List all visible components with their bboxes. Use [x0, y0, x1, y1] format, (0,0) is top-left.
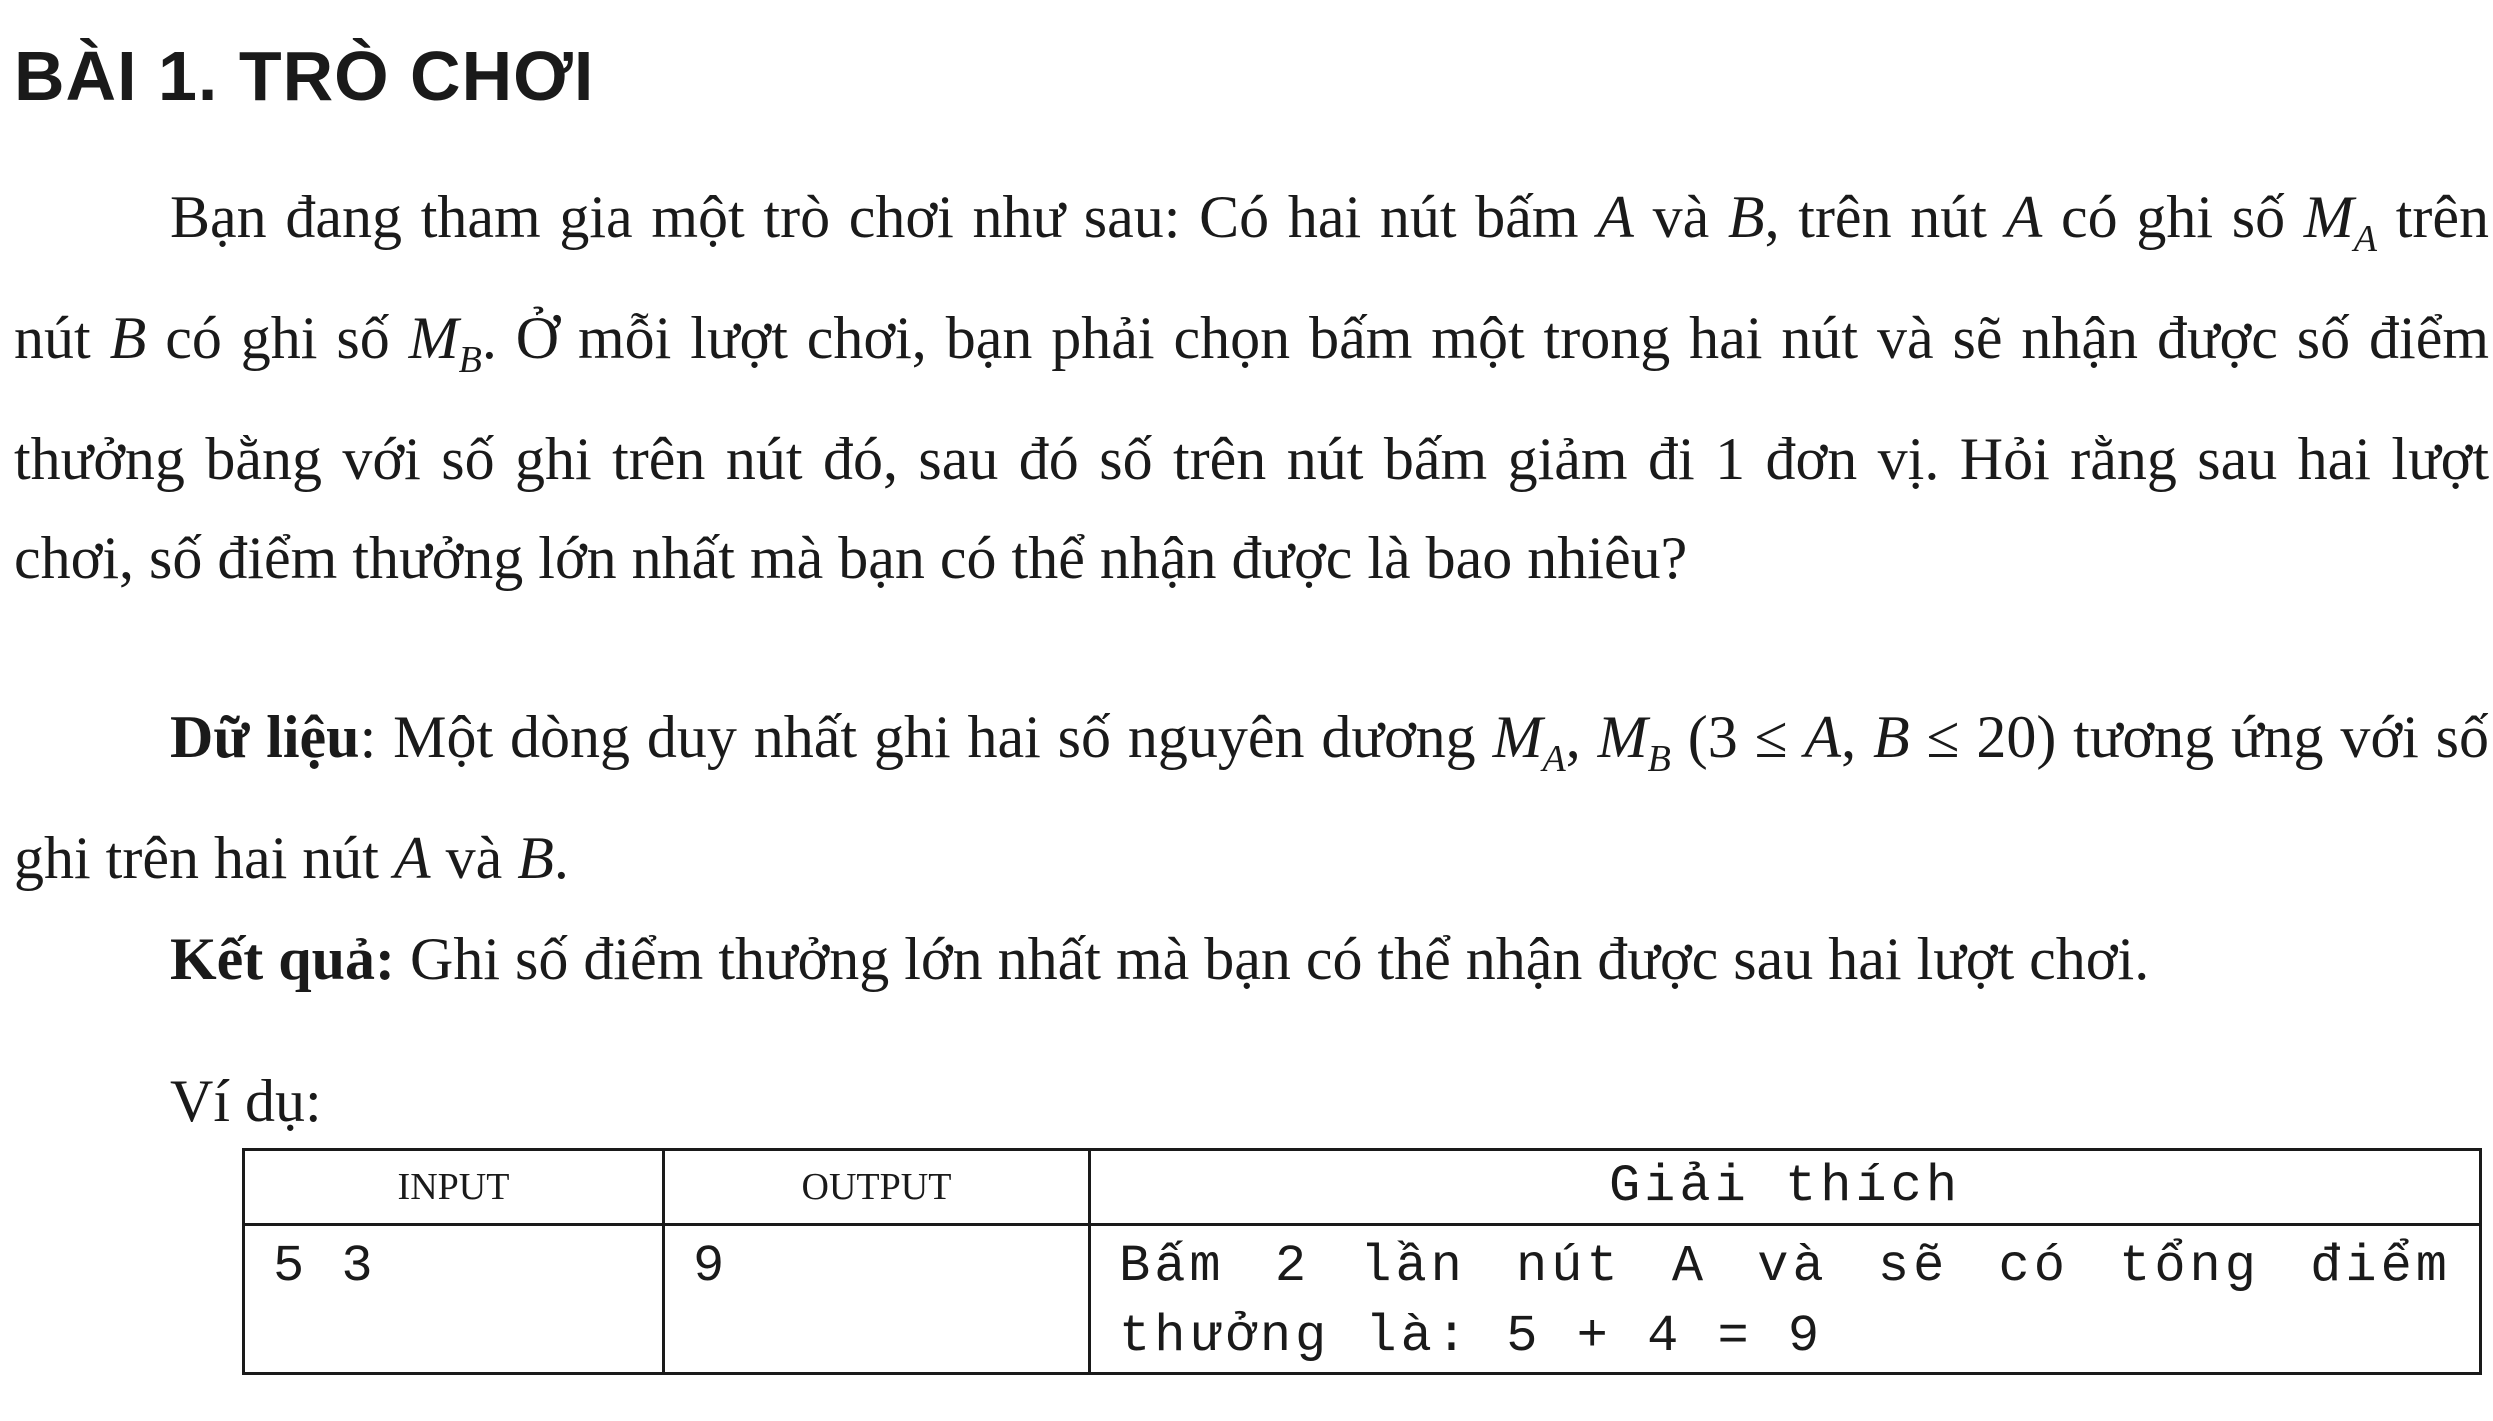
cell-input: 5 3	[244, 1225, 664, 1374]
m-symbol: M	[1492, 704, 1543, 770]
input-text: và	[430, 825, 518, 891]
subscript-a: A	[1542, 738, 1566, 780]
output-label: Kết quả:	[170, 926, 395, 992]
m-symbol: M	[1597, 704, 1648, 770]
button-a-symbol: A	[1804, 704, 1842, 770]
button-b-symbol: B	[1727, 184, 1765, 250]
statement-text: có ghi số	[2042, 184, 2304, 250]
example-table	[242, 1148, 2482, 1375]
example-label: Ví dụ:	[170, 1068, 322, 1134]
button-b-symbol: B	[1872, 704, 1910, 770]
statement-text: và	[1633, 184, 1728, 250]
statement-text: Bạn đang tham gia một trò chơi như sau: Có hai nút bấm	[170, 184, 1598, 250]
header-explanation: Giải thích	[1090, 1150, 2481, 1225]
button-b-symbol: B	[517, 825, 554, 891]
output-description	[14, 910, 2489, 1009]
output-text: Ghi số điểm thưởng lớn nhất mà bạn có thể nhận được sau hai lượt chơi.	[395, 926, 2150, 992]
statement-text: trên nút	[14, 184, 2489, 371]
button-a-symbol: A	[1597, 184, 1634, 250]
subscript-b: B	[1647, 738, 1671, 780]
statement-text: , trên nút	[1764, 184, 2006, 250]
problem-statement	[14, 168, 2489, 608]
subscript-b: B	[458, 339, 482, 381]
table-row	[244, 1225, 2481, 1374]
input-text: : Một dòng duy nhất ghi hai số nguyên dương	[359, 704, 1493, 770]
subscript-a: A	[2353, 218, 2377, 260]
button-a-symbol: A	[393, 825, 431, 891]
input-description	[14, 688, 2489, 908]
button-b-symbol: B	[109, 305, 147, 371]
button-a-symbol: A	[2005, 184, 2043, 250]
statement-text: . Ở mỗi lượt chơi, bạn phải chọn bấm một trong hai nút và sẽ nhận được số điểm thưởng bằng với số ghi trên nút đó, sau đó số trên nút bấm giảm đi 1 đơn vị. Hỏi rằng sau hai lượt chơi, số điểm thưởng lớn nhất mà bạn có thể nhận được là bao nhiêu?	[14, 305, 2490, 591]
table-header-row	[244, 1150, 2481, 1225]
header-input: INPUT	[244, 1150, 664, 1225]
input-text: .	[553, 825, 569, 891]
example-label-line	[14, 1052, 2489, 1151]
input-label: Dữ liệu	[170, 704, 360, 770]
cell-explanation: Bấm 2 lần nút A và sẽ có tổng điểm thưởng là: 5 + 4 = 9	[1090, 1225, 2481, 1374]
input-text: ≤ 20) tương ứng với số ghi trên hai nút	[14, 704, 2490, 891]
cell-output: 9	[664, 1225, 1090, 1374]
m-symbol: M	[2303, 184, 2354, 250]
header-output: OUTPUT	[664, 1150, 1090, 1225]
problem-title: BÀI 1. TRÒ CHƠI	[14, 37, 595, 115]
input-text: (3 ≤	[1670, 704, 1805, 770]
statement-text: có ghi số	[146, 305, 409, 371]
input-text: ,	[1565, 704, 1598, 770]
m-symbol: M	[408, 305, 459, 371]
input-text: ,	[1841, 704, 1873, 770]
